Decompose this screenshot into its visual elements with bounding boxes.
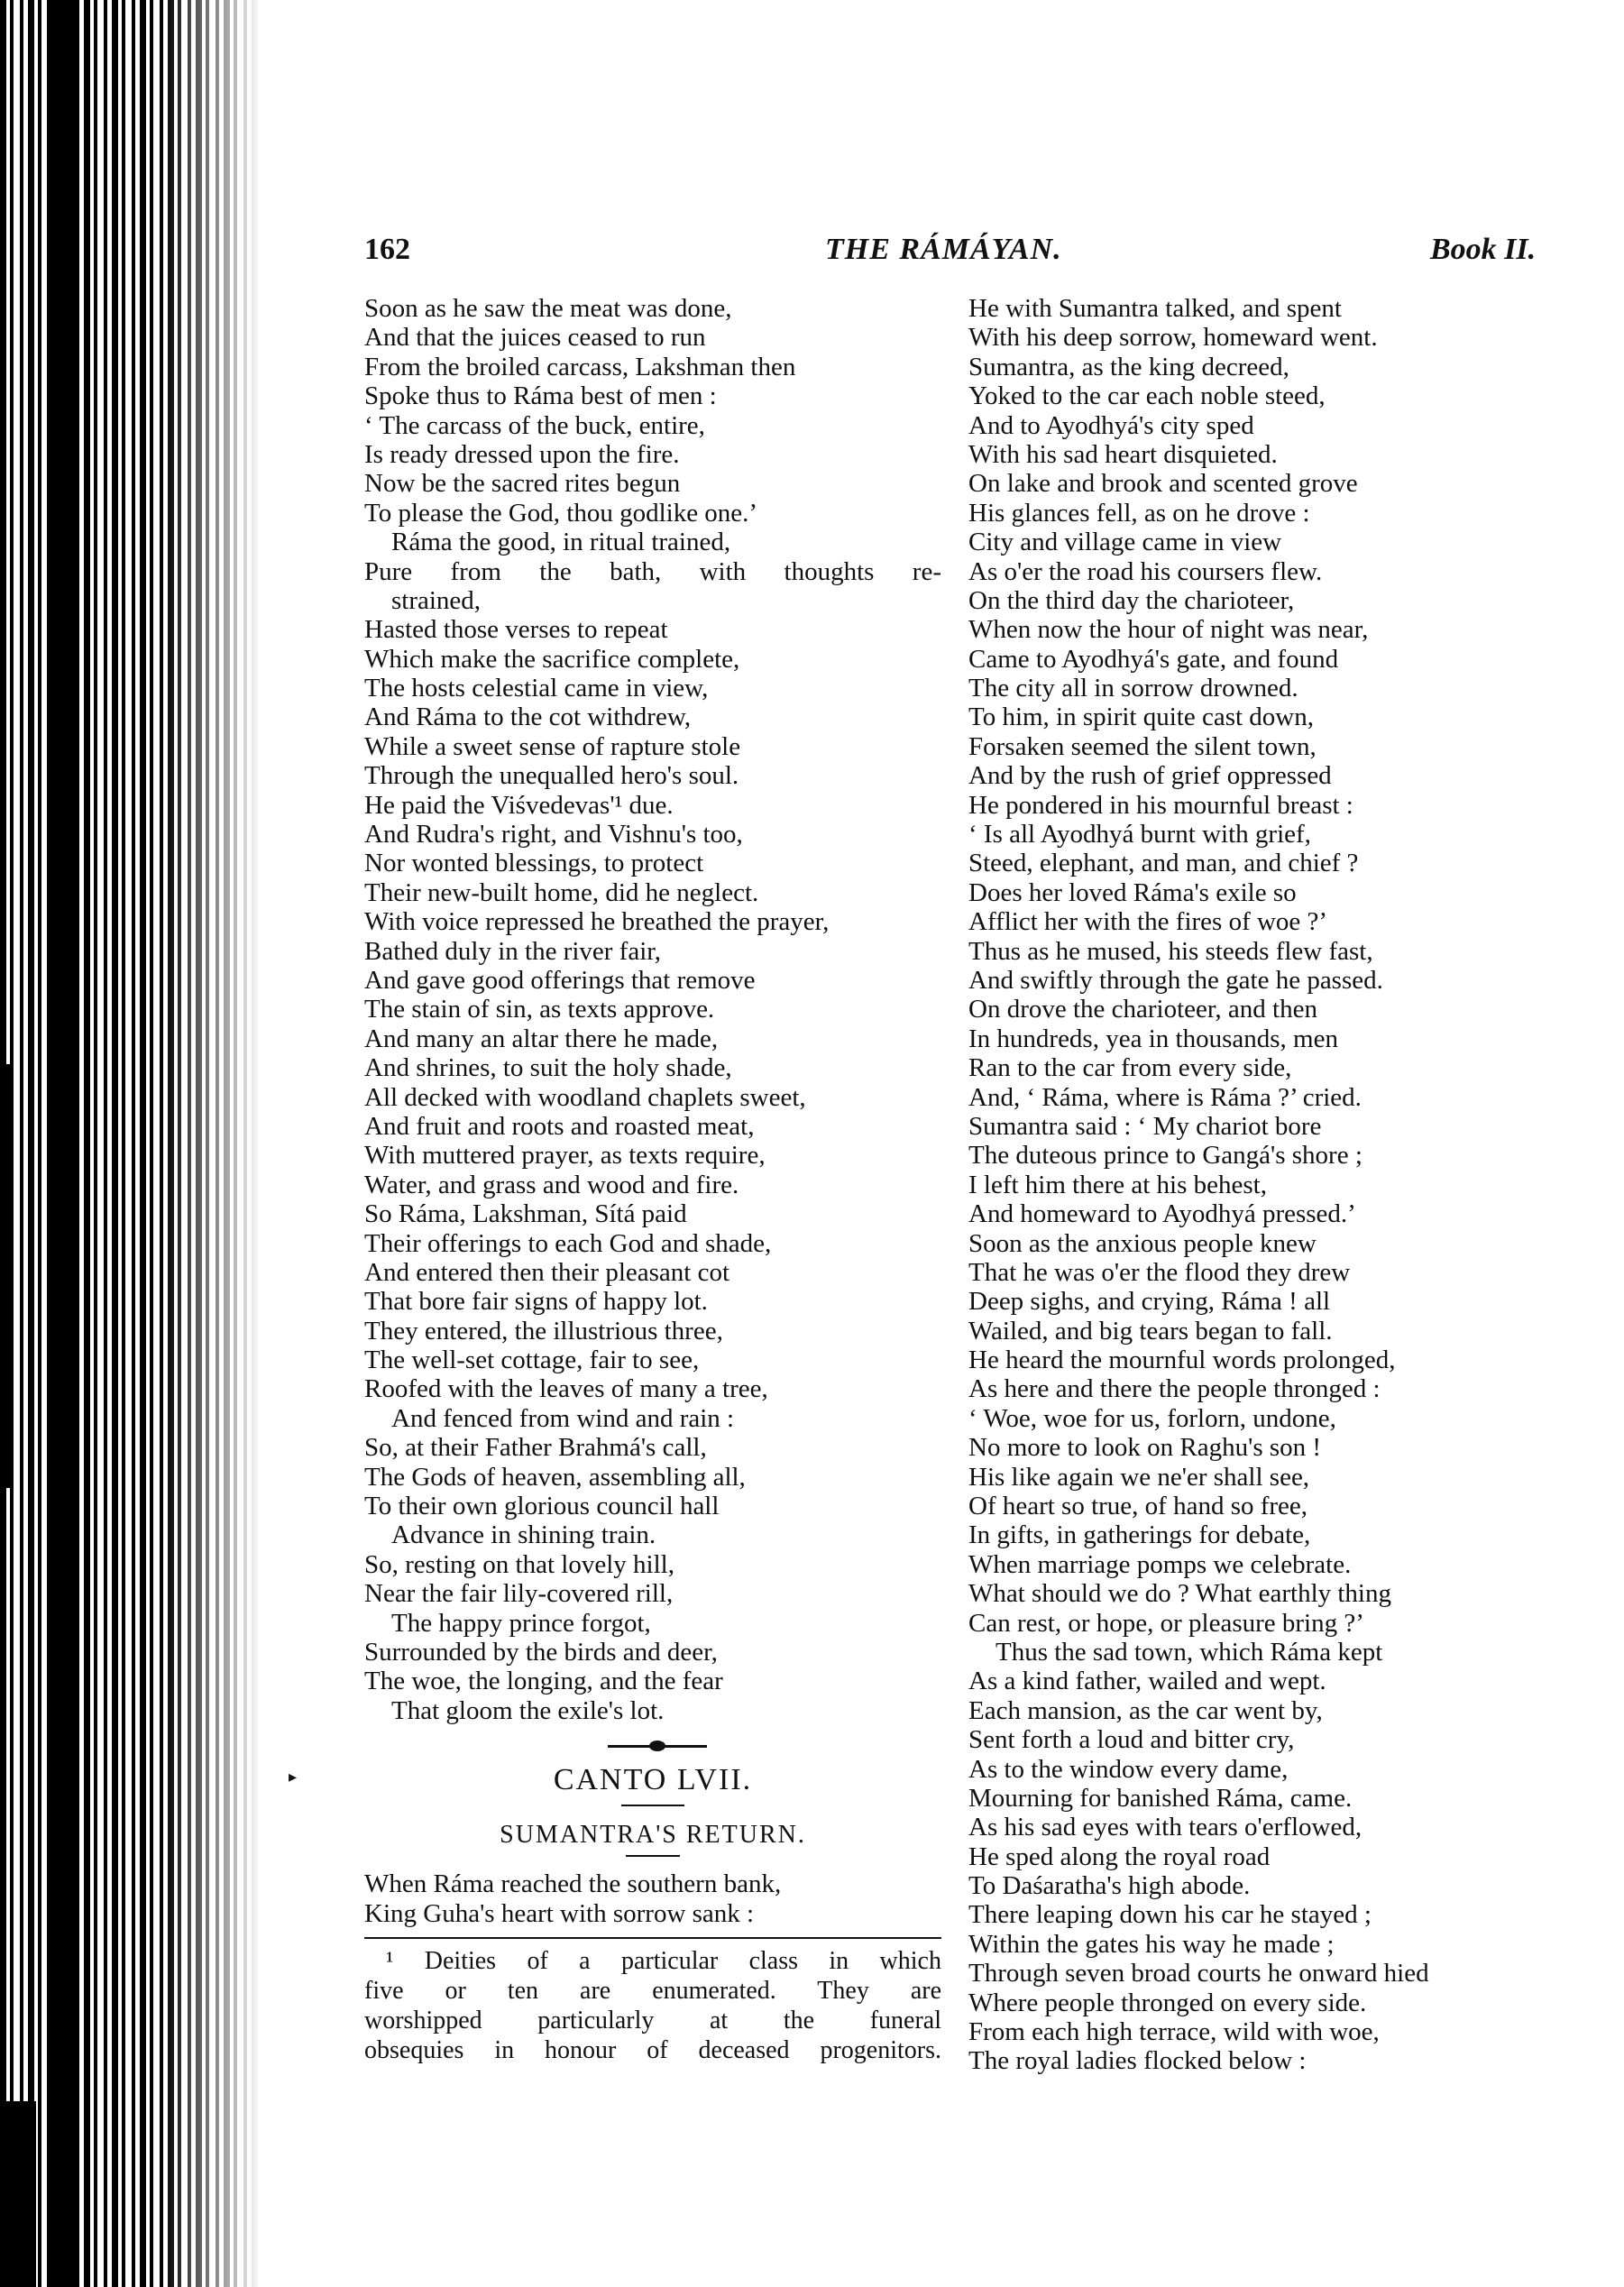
verse-line: Hasted those verses to repeat <box>364 615 668 645</box>
verse-line: While a sweet sense of rapture stole <box>364 731 741 761</box>
verse-line: Of heart so true, of hand so free, <box>968 1492 1308 1521</box>
footnote-line: worshipped particularly at the funeral <box>364 2006 941 2034</box>
verse-line: Surrounded by the birds and deer, <box>364 1637 718 1667</box>
verse-line: Sumantra, as the king decreed, <box>968 352 1289 381</box>
verse-line: On drove the charioteer, and then <box>968 995 1317 1024</box>
canto-rule <box>621 1805 684 1806</box>
verse-line: Can rest, or hope, or pleasure bring ?’ <box>968 1608 1364 1638</box>
verse-line: To please the God, thou godlike one.’ <box>364 498 758 528</box>
footnote-rule <box>364 1937 941 1939</box>
verse-line: With muttered prayer, as texts require, <box>364 1141 766 1171</box>
margin-mark: ▸ <box>289 1768 298 1786</box>
verse-line: And to Ayodhyá's city sped <box>968 410 1254 440</box>
verse-line: Through seven broad courts he onward hied <box>968 1959 1429 1988</box>
verse-line: As o'er the road his coursers flew. <box>968 556 1323 586</box>
verse-line: As here and there the people thronged : <box>968 1374 1381 1404</box>
verse-line: And homeward to Ayodhyá pressed.’ <box>968 1199 1356 1229</box>
verse-line: Thus the sad town, which Ráma kept <box>996 1637 1383 1667</box>
verse-line: And that the juices ceased to run <box>364 323 706 353</box>
verse-line: Nor wonted blessings, to protect <box>364 849 704 878</box>
verse-line: As his sad eyes with tears o'erflowed, <box>968 1813 1363 1842</box>
verse-line: And many an altar there he made, <box>364 1024 719 1053</box>
canto-verse <box>364 1869 941 1928</box>
verse-line: They entered, the illustrious three, <box>364 1316 723 1346</box>
verse-line: Bathed duly in the river fair, <box>364 936 662 966</box>
verse-line: Sumantra said : ‘ My chariot bore <box>968 1111 1322 1141</box>
verse-line: When Ráma reached the southern bank, <box>364 1869 782 1899</box>
verse-line: And fenced from wind and rain : <box>391 1403 735 1433</box>
binding-band <box>0 2101 36 2287</box>
binding-band <box>0 1064 13 1488</box>
verse-line: Mourning for banished Ráma, came. <box>968 1783 1353 1813</box>
verse-line: When marriage pomps we celebrate. <box>968 1549 1352 1579</box>
canto-rule <box>626 1855 680 1857</box>
verse-line: With his deep sorrow, homeward went. <box>968 323 1378 353</box>
verse-line: And, ‘ Ráma, where is Ráma ?’ cried. <box>968 1082 1362 1112</box>
verse-line: And Rudra's right, and Vishnu's too, <box>364 820 743 850</box>
verse-line: His glances fell, as on he drove : <box>968 498 1310 528</box>
footnote-line: ¹ Deities of a particular class in which <box>386 1946 941 1975</box>
page-number: 162 <box>364 233 410 266</box>
verse-line: As to the window every dame, <box>968 1754 1289 1784</box>
verse-line: The Gods of heaven, assembling all, <box>364 1462 746 1492</box>
right-column <box>968 294 1546 2076</box>
verse-line: ‘ Woe, woe for us, forlorn, undone, <box>968 1403 1336 1433</box>
verse-line: City and village came in view <box>968 528 1282 557</box>
verse-line: The happy prince forgot, <box>391 1608 651 1638</box>
verse-line: As a kind father, wailed and wept. <box>968 1667 1326 1696</box>
verse-line: Ráma the good, in ritual trained, <box>391 528 731 557</box>
verse-line: I left him there at his behest, <box>968 1170 1267 1199</box>
canto-ornament <box>364 1738 941 1754</box>
verse-line: All decked with woodland chaplets sweet, <box>364 1082 806 1112</box>
verse-line: Which make the sacrifice complete, <box>364 644 740 674</box>
verse-line: He paid the Viśvedevas'¹ due. <box>364 790 674 820</box>
verse-line: Where people thronged on every side. <box>968 1988 1367 2017</box>
verse-line: Their new-built home, did he neglect. <box>364 877 759 907</box>
book-label: Book II. <box>1430 233 1537 266</box>
footnote-line: obsequies in honour of deceased progenitors. <box>364 2035 941 2064</box>
verse-line: The stain of sin, as texts approve. <box>364 995 715 1024</box>
verse-line: From each high terrace, wild with woe, <box>968 2017 1380 2047</box>
binding-band <box>47 0 78 2287</box>
canto-heading: CANTO LVII. <box>553 1763 753 1797</box>
verse-line: With voice repressed he breathed the prayer, <box>364 907 830 937</box>
verse-line: Wailed, and big tears began to fall. <box>968 1316 1333 1346</box>
verse-line: From the broiled carcass, Lakshman then <box>364 352 796 381</box>
verse-line: The well-set cottage, fair to see, <box>364 1346 700 1375</box>
verse-line: Came to Ayodhyá's gate, and found <box>968 644 1339 674</box>
verse-line: He heard the mournful words prolonged, <box>968 1346 1396 1375</box>
verse-line: No more to look on Raghu's son ! <box>968 1433 1322 1463</box>
verse-line: And shrines, to suit the holy shade, <box>364 1053 732 1083</box>
verse-line: Their offerings to each God and shade, <box>364 1228 772 1258</box>
verse-line: And by the rush of grief oppressed <box>968 761 1332 791</box>
verse-line: Soon as he saw the meat was done, <box>364 294 732 323</box>
verse-line: So, at their Father Brahmá's call, <box>364 1433 707 1463</box>
left-column <box>364 294 941 2065</box>
verse-line: In gifts, in gatherings for debate, <box>968 1520 1311 1550</box>
verse-line: That bore fair signs of happy lot. <box>364 1287 708 1317</box>
verse-line: And fruit and roots and roasted meat, <box>364 1111 755 1141</box>
verse-line: To him, in spirit quite cast down, <box>968 703 1314 732</box>
left-verse <box>364 294 941 1725</box>
verse-line: Yoked to the car each noble steed, <box>968 381 1326 411</box>
verse-line: So, resting on that lovely hill, <box>364 1549 674 1579</box>
verse-line: Forsaken seemed the silent town, <box>968 731 1317 761</box>
verse-line: He sped along the royal road <box>968 1842 1271 1871</box>
verse-line: Near the fair lily-covered rill, <box>364 1579 674 1609</box>
footnote-line: five or ten are enumerated. They are <box>364 1976 941 2005</box>
verse-line: The duteous prince to Gangá's shore ; <box>968 1141 1363 1171</box>
verse-line: So Ráma, Lakshman, Sítá paid <box>364 1199 687 1229</box>
verse-line: On the third day the charioteer, <box>968 585 1295 615</box>
verse-line: The woe, the longing, and the fear <box>364 1667 723 1696</box>
verse-line: There leaping down his car he stayed ; <box>968 1900 1372 1930</box>
verse-line: He pondered in his mournful breast : <box>968 790 1353 820</box>
verse-line: To their own glorious council hall <box>364 1492 720 1521</box>
verse-line: Does her loved Ráma's exile so <box>968 877 1297 907</box>
canto-subtitle: SUMANTRA'S RETURN. <box>500 1821 806 1850</box>
verse-line: And gave good offerings that remove <box>364 965 756 995</box>
verse-line: On lake and brook and scented grove <box>968 469 1358 499</box>
verse-line: The royal ladies flocked below : <box>968 2046 1307 2076</box>
verse-line: That he was o'er the flood they drew <box>968 1257 1351 1287</box>
verse-line: Pure from the bath, with thoughts re- <box>364 556 941 586</box>
verse-line: ‘ Is all Ayodhyá burnt with grief, <box>968 820 1311 850</box>
verse-line: Afflict her with the fires of woe ?’ <box>968 907 1328 937</box>
verse-line: Steed, elephant, and man, and chief ? <box>968 849 1359 878</box>
verse-line: Water, and grass and wood and fire. <box>364 1170 739 1199</box>
verse-line: Thus as he mused, his steeds flew fast, <box>968 936 1373 966</box>
verse-line: And Ráma to the cot withdrew, <box>364 703 692 732</box>
verse-line: What should we do ? What earthly thing <box>968 1579 1391 1609</box>
verse-line: His like again we ne'er shall see, <box>968 1462 1310 1492</box>
verse-line: Deep sighs, and crying, Ráma ! all <box>968 1287 1331 1317</box>
verse-line: Spoke thus to Ráma best of men : <box>364 381 717 411</box>
verse-line: Is ready dressed upon the fire. <box>364 439 680 469</box>
verse-line: He with Sumantra talked, and spent <box>968 294 1342 323</box>
verse-line: In hundreds, yea in thousands, men <box>968 1024 1338 1053</box>
verse-line: ‘ The carcass of the buck, entire, <box>364 410 705 440</box>
verse-line: Advance in shining train. <box>391 1520 656 1550</box>
footnote <box>364 1946 941 2065</box>
verse-line: And entered then their pleasant cot <box>364 1257 730 1287</box>
verse-line: Through the unequalled hero's soul. <box>364 761 739 791</box>
verse-line: When now the hour of night was near, <box>968 615 1369 645</box>
verse-line: Sent forth a loud and bitter cry, <box>968 1725 1295 1755</box>
verse-line: Soon as the anxious people knew <box>968 1228 1317 1258</box>
verse-line: Each mansion, as the car went by, <box>968 1695 1323 1725</box>
right-verse <box>968 294 1546 2076</box>
verse-line: Ran to the car from every side, <box>968 1053 1292 1083</box>
verse-line: With his sad heart disquieted. <box>968 439 1278 469</box>
verse-line: And swiftly through the gate he passed. <box>968 965 1383 995</box>
running-title: THE RÁMÁYAN. <box>825 233 1062 266</box>
verse-line: That gloom the exile's lot. <box>391 1695 665 1725</box>
verse-line: The hosts celestial came in view, <box>364 674 709 703</box>
verse-line: Now be the sacred rites begun <box>364 469 681 499</box>
verse-line: strained, <box>391 585 482 615</box>
verse-line: To Daśaratha's high abode. <box>968 1871 1251 1901</box>
verse-line: Within the gates his way he made ; <box>968 1929 1335 1959</box>
binding-fade <box>162 0 261 2287</box>
binding-shadow <box>0 0 261 2287</box>
verse-line: The city all in sorrow drowned. <box>968 674 1298 703</box>
verse-line: King Guha's heart with sorrow sank : <box>364 1898 755 1928</box>
verse-line: Roofed with the leaves of many a tree, <box>364 1374 768 1404</box>
